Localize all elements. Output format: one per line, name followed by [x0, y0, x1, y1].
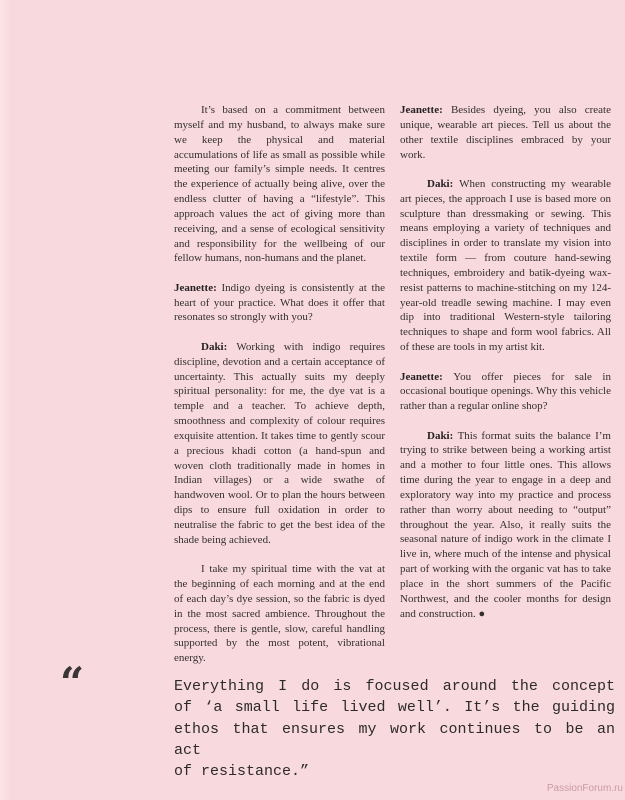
paragraph: Daki: This format suits the balance I’m trying to strike between being a working artist and a mother to four little ones. This allows time during the year to engage in a deep and exploratory way into my practice and process rather than worry about needing to “output” throughout the year. Also, it really suits the seasonal nature of indigo work in the climate I live in, where much of the intense and physical part of working with the organic vat has to take place in the short summers of the Pacific Northwest, and the cooler months for design and construction. ● [400, 429, 611, 620]
paragraph: Jeanette: Besides dyeing, you also create unique, wearable art pieces. Tell us about the other textile disciplines embraced by your work. [400, 104, 611, 161]
paragraph: Daki: Working with indigo requires discipline, devotion and a certain acceptance of uncertainty. This actually suits my deeply spiritual personality: for me, the dye vat is a temple and a teacher. To achieve depth, smoothness and complexity of colour requires exquisite attention. It takes time to gently scour a precious khadi cotton (a hand-spun and woven cloth traditionally made in homes in Indian villages) or a wide swathe of handwoven wool. Or to plan the hours between dips to ensure full oxidation in order to neutralise the fabric to get the best idea of the shade being achieved. [174, 340, 386, 546]
speaker-label: Jeanette: [400, 370, 454, 383]
pull-quote-line: Everything I do is focused around the concept [174, 678, 615, 695]
speaker-label: Jeanette: [174, 281, 222, 294]
speaker-label: Daki: [201, 340, 237, 353]
article-column-right [400, 103, 611, 681]
paragraph: Daki: When constructing my wearable art pieces, the approach I use is based more on sculpture than dressmaking or sewing. This means employing a variety of techniques and disciplines in order to translate my vision into textile form — from couture hand-sewing techniques, embroidery and batik-dyeing wax-resist patterns to machine-stitching on my 124-year-old treadle sewing machine. I may even dip into traditional Western-style tailoring techniques to shape and form wool fabrics. All of these are tools in my artist kit. [400, 177, 612, 354]
open-quote-icon: “ [60, 658, 85, 707]
watermark: PassionForum.ru [546, 783, 623, 794]
article-body [174, 103, 611, 681]
speaker-label: Daki: [427, 429, 458, 442]
pull-quote-line: ethos that ensures my work continues to be an act [174, 720, 615, 759]
paragraph: Jeanette: Indigo dyeing is consistently at the heart of your practice. What does it offer that resonates so strongly with you? [174, 281, 385, 324]
pull-quote-lines [174, 676, 615, 782]
pull-quote-line: of resistance.” [174, 763, 310, 781]
speaker-label: Jeanette: [400, 104, 451, 116]
paragraph: I take my spiritual time with the vat at the beginning of each morning and at the end of each day’s dye session, so the fabric is dyed in the most sacred ambience. Throughout the process, there is gentle, slow, careful handling supported by the most potent, vibrational energy. [174, 563, 385, 665]
paragraph: Jeanette: You offer pieces for sale in occasional boutique openings. Why this vehicle rather than a regular online shop? [400, 370, 611, 413]
paragraph: It’s based on a commitment between myself and my husband, to always make sure we keep the physical and material accumulations of life as small as possible while meeting our family’s simple needs. It centres the experience of actually being alive, over the endless clutter of having a “lifestyle”. This approach values the act of giving more than receiving, and a sense of ecological sensitivity and responsibility for the wellbeing of our fellow humans, non-humans and the planet. [174, 104, 385, 265]
pull-quote-line: of ‘a small life lived well’. It’s the guiding [174, 699, 615, 717]
article-column-left [174, 103, 385, 681]
speaker-label: Daki: [427, 177, 460, 190]
